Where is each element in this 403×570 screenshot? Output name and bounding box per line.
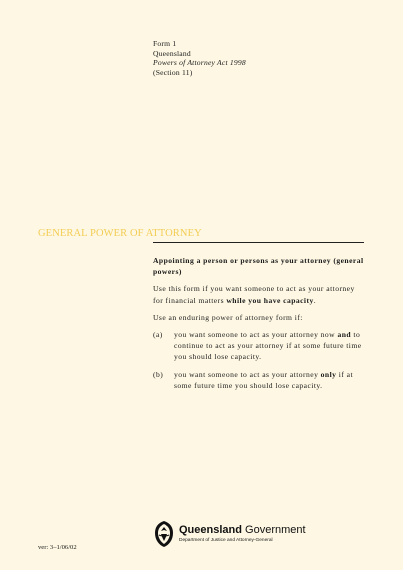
title-divider: [153, 242, 364, 243]
logo-department: Department of Justice and Attorney-General: [179, 537, 273, 543]
intro-emphasis: while you have capacity: [226, 295, 314, 305]
version-label: ver: 3–1/06/02: [38, 544, 77, 551]
form-act: Powers of Attorney Act 1998: [153, 58, 246, 68]
list-emphasis: and: [337, 330, 352, 340]
logo-name: [179, 524, 306, 537]
list-text-before: you want someone to act as your attorney now: [174, 330, 338, 340]
form-state: Queensland: [153, 48, 191, 58]
list-item-b: [153, 369, 365, 391]
section-heading: Appointing a person or persons as your attorney (general powers): [153, 256, 364, 277]
coat-of-arms-icon: [153, 520, 175, 548]
enduring-note: Use an enduring power of attorney form if:: [153, 312, 303, 322]
list-text: [174, 329, 365, 363]
form-number: Form 1: [153, 39, 177, 48]
list-emphasis: only: [320, 369, 337, 379]
list-text-before: you want someone to act as your attorney: [174, 369, 321, 379]
intro-text-after: .: [313, 295, 317, 305]
list-item-a: [153, 329, 365, 363]
queensland-government-logo: [153, 520, 306, 548]
intro-paragraph: [153, 283, 365, 305]
form-section: (Section 11): [153, 67, 193, 77]
logo-name-regular: Government: [241, 523, 306, 536]
list-marker: (b): [153, 369, 164, 379]
list-text-after: if at some future time you should lose capacity.: [174, 369, 354, 390]
logo-name-bold: Queensland: [179, 523, 242, 536]
list-text: [174, 369, 365, 391]
logo-text: [179, 524, 306, 545]
document-title: GENERAL POWER OF ATTORNEY: [38, 228, 202, 239]
list-text-after: to continue to act as your attorney if at some future time you should lose capacity.: [174, 330, 362, 362]
intro-text-before: Use this form if you want someone to act as your attorney for financial matters: [153, 284, 355, 305]
list-marker: (a): [153, 330, 163, 340]
form-info: [153, 39, 246, 77]
form-content: [153, 255, 365, 397]
